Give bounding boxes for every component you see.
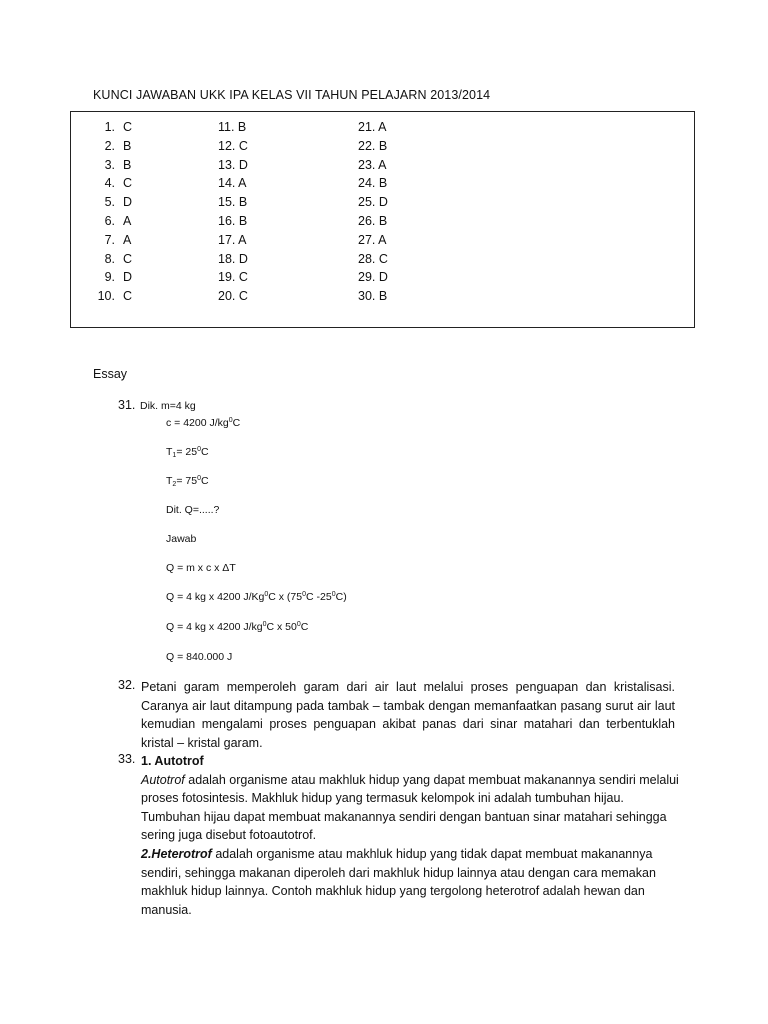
q31-given-t1: $T_1= 25^0C$ xyxy=(166,446,209,459)
answer-key-box xyxy=(70,111,695,328)
answer-letter: A xyxy=(123,232,132,247)
answer-letter: B xyxy=(123,157,132,172)
answer-column-2 xyxy=(218,118,248,306)
heterotrof-term: 2.Heterotrof xyxy=(141,846,212,861)
answer-row: 22. B xyxy=(358,138,388,153)
answer-number: 2. xyxy=(104,138,115,153)
q31-given-mass: Dik. m=4 kg xyxy=(140,400,196,412)
answer-row xyxy=(91,212,132,231)
answer-letter: C xyxy=(123,176,133,191)
answer-letter: C xyxy=(123,251,133,266)
answer-row: 25. D xyxy=(358,195,388,210)
answer-row xyxy=(91,193,132,212)
answer-row: 24. B xyxy=(358,176,388,191)
answer-row xyxy=(91,118,132,137)
answer-row: 29. D xyxy=(358,270,388,285)
answer-row xyxy=(91,268,132,287)
q31-simplified: Q = 4 kg x 4200 $J/kg^0C$ x $50^0C$ xyxy=(166,621,309,633)
answer-row: 19. C xyxy=(218,270,248,285)
answer-row: 28. C xyxy=(358,251,388,266)
answer-row xyxy=(91,287,132,306)
q33-answer xyxy=(141,752,681,919)
answer-row: 15. B xyxy=(218,195,248,210)
q31-formula: Q = m x c x ΔT xyxy=(166,562,236,574)
answer-row: 30. B xyxy=(358,289,388,304)
answer-number: 3. xyxy=(104,157,115,172)
answer-row: 13. D xyxy=(218,157,248,172)
autotrof-term: Autotrof xyxy=(141,772,185,787)
answer-row: 26. B xyxy=(358,213,388,228)
answer-letter: D xyxy=(123,195,133,210)
q31-result: Q = 840.000 J xyxy=(166,651,233,663)
answer-number: 7. xyxy=(104,232,115,247)
q32-number: 32. xyxy=(118,678,136,692)
answer-row xyxy=(91,137,132,156)
q33-autotrof-paragraph: Autotrof adalah organisme atau makhluk hidup yang dapat membuat makanannya sendiri melalui proses fotosintesis. Makhluk hidup yang termasuk kelompok ini adalah tumbuhan hijau. Tumbuhan hijau dapat membuat makanannya sendiri dengan bantuan sinar matahari sehingga sering juga disebut fotoautotrof. xyxy=(141,772,679,843)
answer-row: 20. C xyxy=(218,289,248,304)
answer-row: 16. B xyxy=(218,213,248,228)
answer-letter: C xyxy=(123,289,133,304)
q31-substitution: Q = 4 kg x 4200 J/Kg$^0$C x ($75^0C$ $-25^0C$) xyxy=(166,591,347,603)
answer-row xyxy=(91,174,132,193)
q31-number: 31. xyxy=(118,398,136,412)
q31-given-c: c = 4200 $J/kg^0C$ xyxy=(166,417,241,429)
answer-row xyxy=(91,250,132,269)
answer-row: 14. A xyxy=(218,176,247,191)
answer-row: 11. B xyxy=(218,120,247,134)
q32-answer-text: Petani garam memperoleh garam dari air laut melalui proses penguapan dan kristalisasi. Caranya air laut ditampung pada tambak – tambak dengan memanfaatkan pasang surut air laut kemudian mengalami proses penguapan akibat panas dari sinar matahari dan terbentuklah kristal – kristal garam. xyxy=(141,680,675,750)
answer-row: 18. D xyxy=(218,251,248,266)
answer-row: 23. A xyxy=(358,157,387,172)
answer-letter: B xyxy=(123,138,132,153)
q33-autotrof-heading: 1. Autotrof xyxy=(141,754,204,768)
q31-asked: Dit. Q=.....? xyxy=(166,504,220,516)
answer-number: 5. xyxy=(104,195,115,210)
answer-row: 21. A xyxy=(358,120,387,134)
q33-number: 33. xyxy=(118,752,136,766)
answer-letter: C xyxy=(123,120,133,134)
answer-row xyxy=(91,231,132,250)
answer-row: 27. A xyxy=(358,232,387,247)
q31-answer-label: Jawab xyxy=(166,533,197,545)
answer-number: 1. xyxy=(104,120,115,134)
answer-row: 17. A xyxy=(218,232,247,247)
answer-number: 6. xyxy=(104,213,115,228)
q31-given-t2: $T_2= 75^0C$ xyxy=(166,475,209,488)
answer-column-1 xyxy=(91,118,132,306)
answer-letter: A xyxy=(123,213,132,228)
answer-letter: D xyxy=(123,270,133,285)
answer-number: 4. xyxy=(104,176,115,191)
document-title: KUNCI JAWABAN UKK IPA KELAS VII TAHUN PELAJARN 2013/2014 xyxy=(93,88,491,102)
answer-number: 8. xyxy=(104,251,115,266)
essay-heading: Essay xyxy=(93,367,128,381)
answer-number: 9. xyxy=(104,270,115,285)
answer-row xyxy=(91,156,132,175)
q33-heterotrof-paragraph: 2.Heterotrof adalah organisme atau makhluk hidup yang tidak dapat membuat makanannya sendiri, sehingga makanan diperoleh dari makhluk hidup lainnya atau dengan cara memakan makhluk hidup lainnya. Contoh makhluk hidup yang tergolong heterotrof adalah hewan dan manusia. xyxy=(141,846,656,917)
answer-column-3 xyxy=(358,118,388,306)
answer-number: 10. xyxy=(97,289,115,304)
answer-row: 12. C xyxy=(218,138,248,153)
